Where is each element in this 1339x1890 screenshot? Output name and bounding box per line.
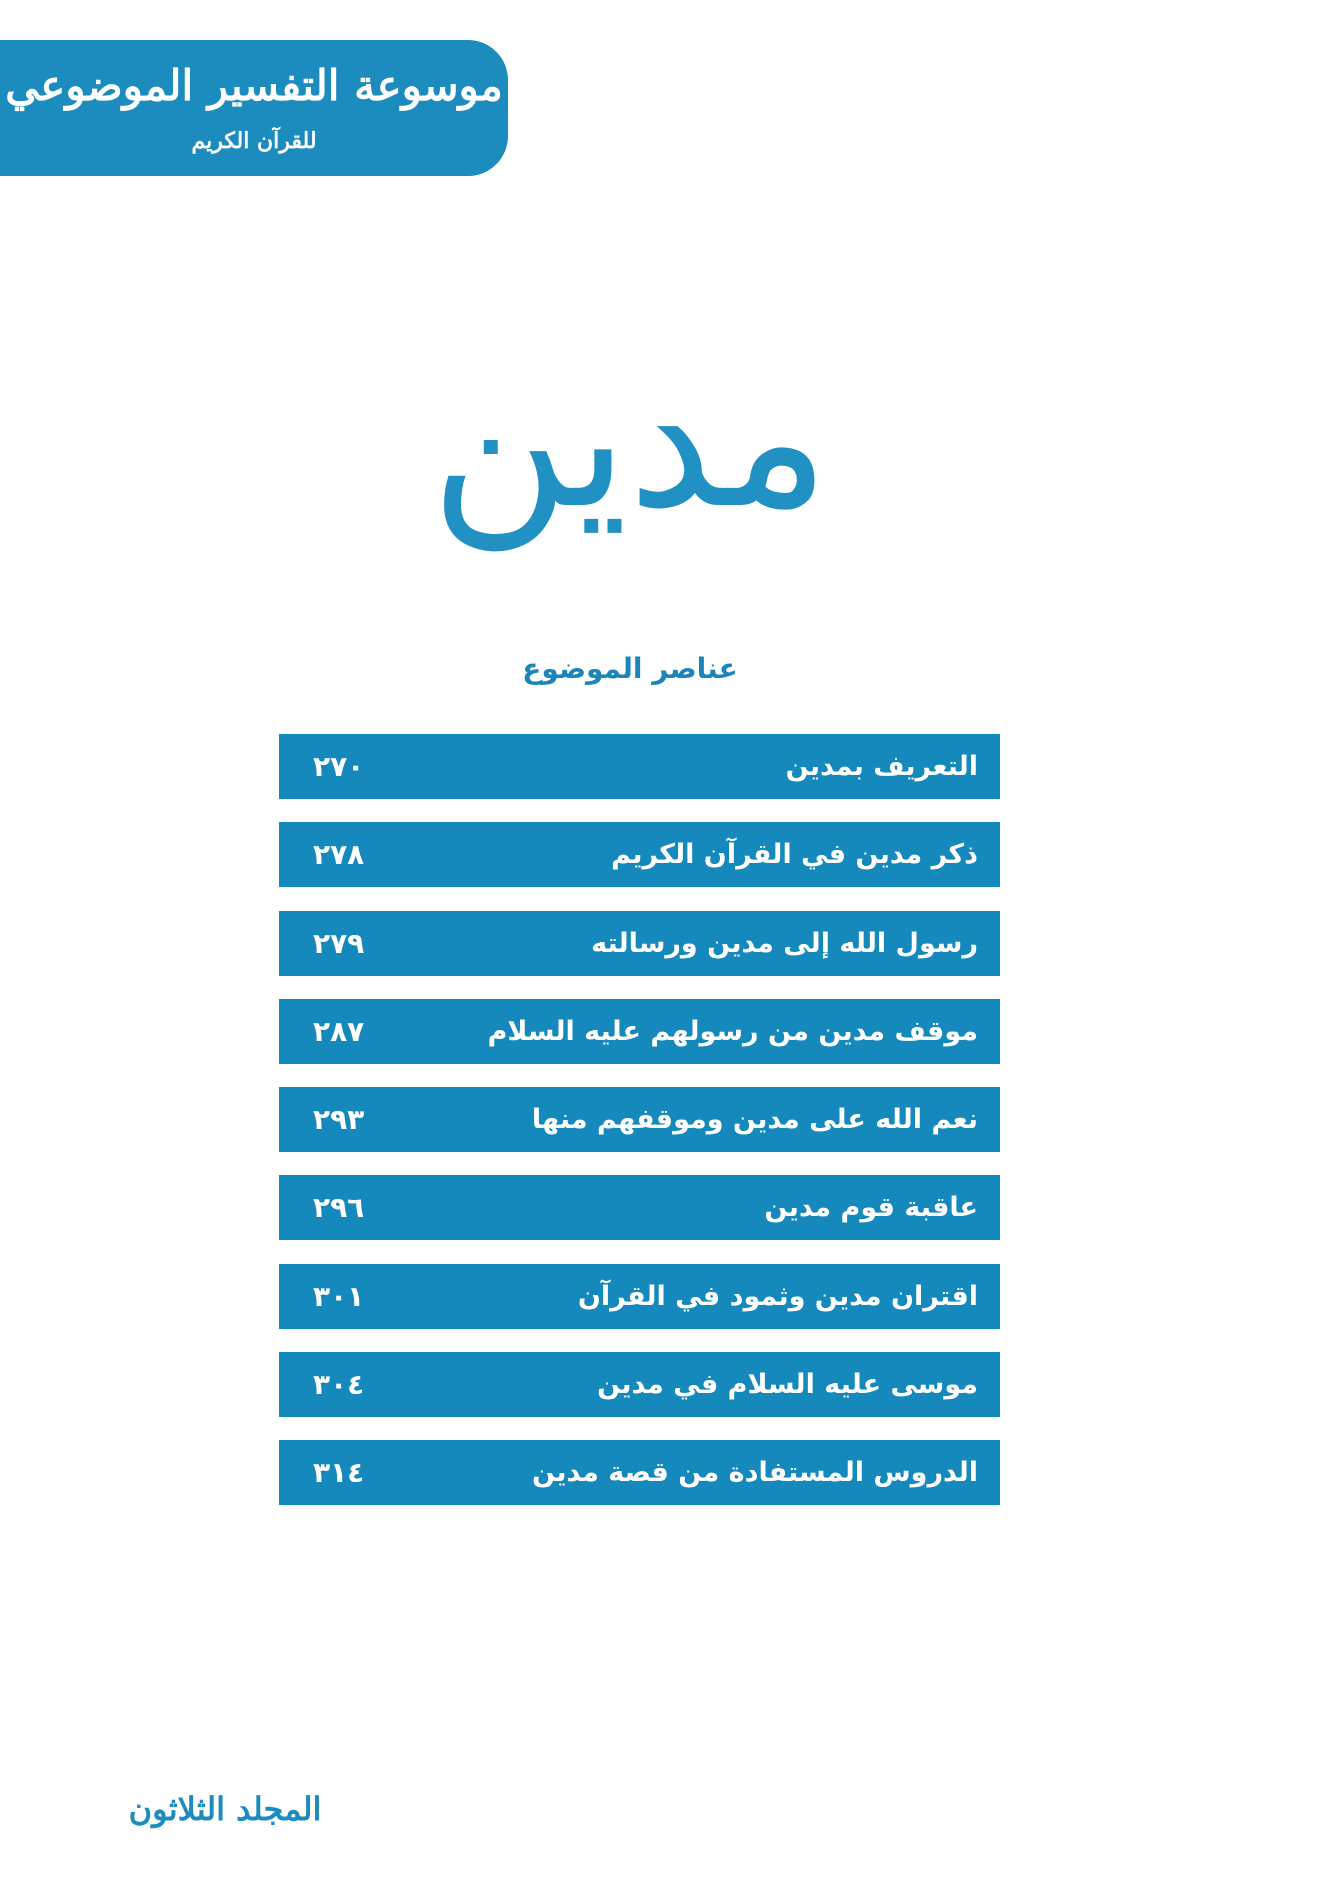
toc-item-page: ٢٩٣: [313, 1103, 365, 1137]
toc-item: [279, 999, 1000, 1064]
toc-item-title: موسى عليه السلام في مدين: [597, 1369, 978, 1401]
toc-item: [279, 1352, 1000, 1417]
toc-item: [279, 822, 1000, 887]
volume-label: المجلد الثلاثون: [128, 1790, 322, 1828]
toc-item-page: ٣٠١: [313, 1279, 365, 1313]
toc-item: [279, 1264, 1000, 1329]
series-subtitle: للقرآن الكريم: [191, 128, 317, 154]
toc-item-page: ٢٨٧: [313, 1014, 365, 1048]
toc-item-page: ٢٧٠: [313, 750, 365, 783]
chapter-title: مدين: [430, 329, 830, 550]
toc-item-page: ٢٧٨: [313, 838, 365, 872]
toc-item: [279, 734, 1000, 799]
toc-item: [279, 911, 1000, 976]
toc-item-page: ٢٧٩: [313, 926, 365, 960]
toc-item-title: موقف مدين من رسولهم عليه السلام: [487, 1015, 978, 1047]
series-title: موسوعة التفسير الموضوعي: [5, 61, 503, 110]
toc-item-title: عاقبة قوم مدين: [764, 1192, 978, 1224]
toc-item: [279, 1440, 1000, 1505]
toc-item-title: الدروس المستفادة من قصة مدين: [532, 1457, 978, 1489]
toc-item-page: ٣١٤: [313, 1456, 365, 1490]
toc-item-title: نعم الله على مدين وموقفهم منها: [531, 1104, 978, 1136]
table-of-contents: [279, 734, 1000, 1529]
toc-item-page: ٢٩٦: [313, 1191, 365, 1225]
toc-item-title: ذكر مدين في القرآن الكريم: [611, 839, 978, 871]
toc-item: [279, 1175, 1000, 1240]
toc-item-title: رسول الله إلى مدين ورسالته: [591, 927, 978, 959]
toc-item: [279, 1087, 1000, 1152]
series-banner: [0, 40, 508, 176]
toc-item-title: اقتران مدين وثمود في القرآن: [577, 1280, 978, 1312]
toc-heading: عناصر الموضوع: [522, 652, 738, 685]
toc-item-title: التعريف بمدين: [785, 751, 978, 782]
toc-item-page: ٣٠٤: [313, 1368, 365, 1402]
